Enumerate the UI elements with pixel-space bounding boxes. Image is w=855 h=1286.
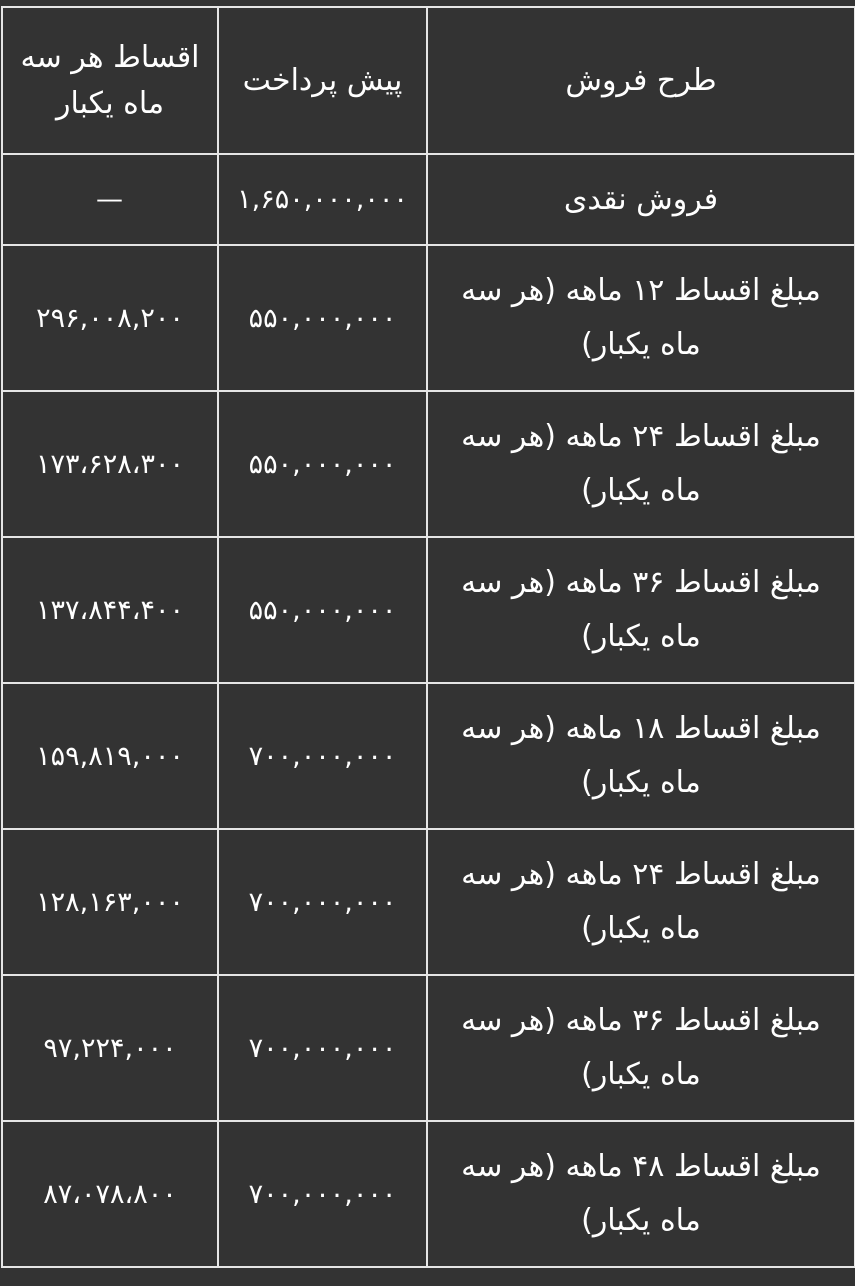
- installment-cell: ۱۷۳،۶۲۸،۳۰۰: [2, 391, 218, 537]
- plan-cell: مبلغ اقساط ۳۶ ماهه (هر سه ماه یکبار): [427, 975, 855, 1121]
- plan-cell: مبلغ اقساط ۱۲ ماهه (هر سه ماه یکبار): [427, 245, 855, 391]
- installment-cell: ۸۷،۰۷۸،۸۰۰: [2, 1121, 218, 1267]
- table-row: [2, 245, 855, 391]
- plan-cell: مبلغ اقساط ۱۸ ماهه (هر سه ماه یکبار): [427, 683, 855, 829]
- down-payment-cell: ۷۰۰,۰۰۰,۰۰۰: [218, 975, 427, 1121]
- table-row: [2, 1121, 855, 1267]
- down-payment-cell: ۷۰۰,۰۰۰,۰۰۰: [218, 829, 427, 975]
- installment-cell: ۲۹۶,۰۰۸,۲۰۰: [2, 245, 218, 391]
- sales-plan-table-container: [0, 6, 855, 1286]
- header-plan: طرح فروش: [427, 7, 855, 154]
- down-payment-cell: ۵۵۰,۰۰۰,۰۰۰: [218, 537, 427, 683]
- table-header-row: [2, 7, 855, 154]
- down-payment-cell: ۷۰۰,۰۰۰,۰۰۰: [218, 1121, 427, 1267]
- table-row: [2, 391, 855, 537]
- installment-cell: ۹۷,۲۲۴,۰۰۰: [2, 975, 218, 1121]
- installment-cell: ۱۲۸,۱۶۳,۰۰۰: [2, 829, 218, 975]
- installment-cell: —: [2, 154, 218, 245]
- table-row: [2, 683, 855, 829]
- plan-cell: مبلغ اقساط ۴۸ ماهه (هر سه ماه یکبار): [427, 1121, 855, 1267]
- plan-cell: مبلغ اقساط ۲۴ ماهه (هر سه ماه یکبار): [427, 391, 855, 537]
- plan-cell: فروش نقدی: [427, 154, 855, 245]
- sales-plan-table: [1, 6, 855, 1268]
- installment-cell: ۱۳۷،۸۴۴،۴۰۰: [2, 537, 218, 683]
- header-down-payment: پیش پرداخت: [218, 7, 427, 154]
- table-row: [2, 537, 855, 683]
- plan-cell: مبلغ اقساط ۳۶ ماهه (هر سه ماه یکبار): [427, 537, 855, 683]
- installment-cell: ۱۵۹,۸۱۹,۰۰۰: [2, 683, 218, 829]
- table-row: [2, 829, 855, 975]
- header-installment: اقساط هر سه ماه یکبار: [2, 7, 218, 154]
- down-payment-cell: ۷۰۰,۰۰۰,۰۰۰: [218, 683, 427, 829]
- table-row: [2, 975, 855, 1121]
- down-payment-cell: ۱,۶۵۰,۰۰۰,۰۰۰: [218, 154, 427, 245]
- down-payment-cell: ۵۵۰,۰۰۰,۰۰۰: [218, 245, 427, 391]
- plan-cell: مبلغ اقساط ۲۴ ماهه (هر سه ماه یکبار): [427, 829, 855, 975]
- down-payment-cell: ۵۵۰,۰۰۰,۰۰۰: [218, 391, 427, 537]
- table-row: [2, 154, 855, 245]
